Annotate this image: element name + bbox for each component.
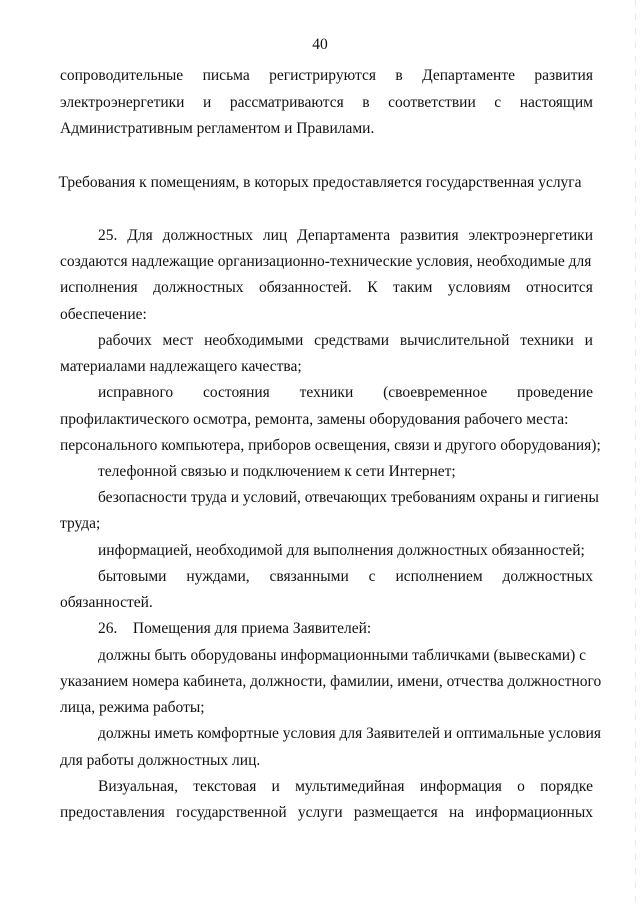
- word: (своевременное: [383, 384, 488, 401]
- word: развития: [400, 227, 459, 244]
- text-line: [98, 777, 593, 797]
- word: условиям: [447, 279, 511, 296]
- word: необходимыми: [204, 332, 304, 349]
- word: лиц: [262, 227, 288, 244]
- text-line: материалами надлежащего качества;: [60, 358, 302, 375]
- word: Департаменте: [422, 67, 515, 84]
- scan-edge-mark: [635, 0, 636, 905]
- word: техники: [299, 384, 354, 401]
- word: регистрируются: [269, 67, 376, 84]
- word: текстовая: [193, 778, 257, 795]
- text-line: информацией, необходимой для выполнения должностных обязанностей;: [98, 542, 585, 559]
- word: с: [494, 94, 502, 111]
- word: услуги: [297, 804, 343, 821]
- text-line: [60, 278, 593, 298]
- text-line: должны быть оборудованы информационными табличками (вывесками) с: [98, 647, 586, 664]
- text-line: лица, режима работы;: [60, 699, 205, 716]
- word: в: [395, 67, 403, 84]
- word: исправного: [98, 384, 174, 401]
- word: должностных: [162, 227, 254, 244]
- word: таким: [392, 279, 433, 296]
- word: относится: [526, 279, 593, 296]
- text-line: 26. Помещения для приема Заявителей:: [98, 620, 372, 637]
- word: К: [367, 279, 378, 296]
- word: и: [584, 332, 593, 349]
- word: Департамента: [297, 227, 391, 244]
- word: информационных: [475, 804, 593, 821]
- text-line: указанием номера кабинета, должности, фамилии, имени, отчества должностного: [60, 673, 602, 690]
- word: должностных: [502, 568, 593, 585]
- text-line: персонального компьютера, приборов освещения, связи и другого оборудования);: [60, 437, 601, 454]
- word: обязанностей.: [258, 279, 352, 296]
- word: письма: [202, 67, 250, 84]
- text-line: должны иметь комфортные условия для Заявителей и оптимальные условия: [98, 725, 602, 742]
- word: о: [517, 778, 525, 795]
- word: развития: [534, 67, 593, 84]
- word: настоящим: [519, 94, 593, 111]
- word: сопроводительные: [60, 67, 184, 84]
- word: должностных: [153, 279, 244, 296]
- word: бытовыми: [98, 568, 167, 585]
- word: предоставления: [60, 804, 165, 821]
- word: соответствии: [388, 94, 476, 111]
- text-line: обеспечение:: [60, 306, 147, 323]
- word: состояния: [203, 384, 270, 401]
- word: вычислительной: [399, 332, 510, 349]
- word: рассматриваются: [229, 94, 344, 111]
- text-line: профилактического осмотра, ремонта, замены оборудования рабочего места:: [60, 411, 569, 428]
- page-number: 40: [312, 36, 328, 53]
- text-line: [98, 383, 593, 403]
- section-heading: Требования к помещениям, в которых предоставляется государственная услуга: [58, 174, 582, 191]
- word: размещается: [353, 804, 438, 821]
- word: порядке: [540, 778, 593, 795]
- word: и: [203, 94, 212, 111]
- word: 25.: [98, 227, 118, 244]
- word: и: [271, 778, 280, 795]
- word: Для: [127, 227, 153, 244]
- text-line: безопасности труда и условий, отвечающих требованиям охраны и гигиены: [98, 489, 599, 506]
- text-line: обязанностей.: [60, 594, 153, 611]
- text-line: [98, 331, 593, 351]
- word: мультимедийная: [295, 778, 405, 795]
- word: информация: [419, 778, 502, 795]
- word: связанными: [269, 568, 349, 585]
- text-line: телефонной связью и подключением к сети Интернет;: [98, 463, 456, 480]
- word: техники: [520, 332, 574, 349]
- word: нуждами,: [186, 568, 250, 585]
- text-line: [60, 803, 593, 823]
- text-line: создаются надлежащие организационно-технические условия, необходимые для: [60, 253, 592, 270]
- word: с: [368, 568, 376, 585]
- word: на: [449, 804, 465, 821]
- text-line: [60, 66, 593, 86]
- word: электроэнергетики: [468, 227, 593, 244]
- word: рабочих: [98, 332, 152, 349]
- text-line: [98, 567, 593, 587]
- word: мест: [162, 332, 194, 349]
- word: средствами: [314, 332, 390, 349]
- word: в: [362, 94, 370, 111]
- word: исполнением: [395, 568, 483, 585]
- text-line: [98, 226, 593, 246]
- word: проведение: [517, 384, 593, 401]
- text-line: [60, 93, 593, 113]
- word: электроэнергетики: [60, 94, 185, 111]
- text-line: Административным регламентом и Правилами.: [60, 120, 375, 137]
- word: государственной: [176, 804, 287, 821]
- word: исполнения: [60, 279, 138, 296]
- text-line: для работы должностных лиц.: [60, 752, 261, 769]
- text-line: труда;: [60, 515, 101, 532]
- word: Визуальная,: [98, 778, 178, 795]
